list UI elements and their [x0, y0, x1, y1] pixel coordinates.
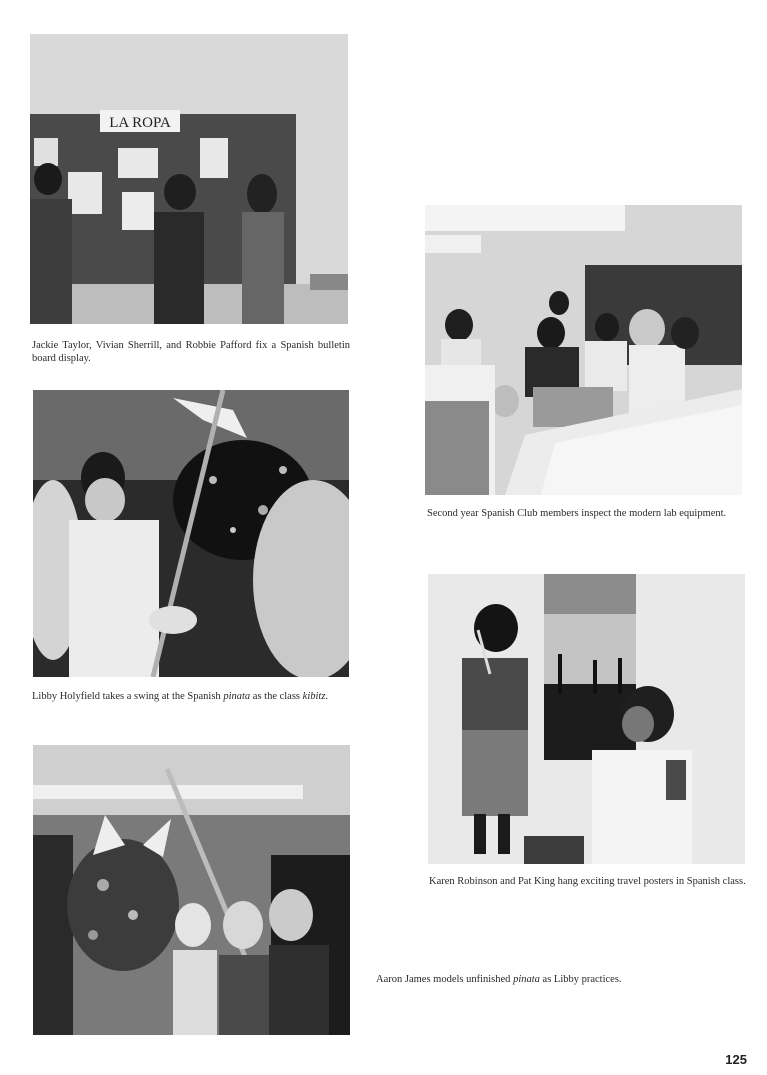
caption-bulletin-board: Jackie Taylor, Vivian Sherrill, and Robbie Pafford fix a Spanish bulletin board display.: [32, 340, 350, 364]
caption-italic: kibitz: [302, 691, 326, 702]
caption-text: as Libby practices.: [539, 974, 622, 985]
photo-travel-posters: [428, 574, 745, 864]
caption-italic: pinata: [223, 691, 251, 702]
caption-travel-posters: Karen Robinson and Pat King hang exciting travel posters in Spanish class.: [429, 876, 746, 887]
page-number: 125: [725, 1052, 747, 1067]
caption-italic: pinata: [513, 974, 540, 985]
sign-text: LA ROPA: [109, 115, 171, 131]
photo-pinata-model: [33, 745, 350, 1035]
caption-pinata-swing: [32, 690, 350, 703]
caption-text: Libby Holyfield takes a swing at the Spanish: [32, 691, 224, 702]
caption-text: .: [325, 691, 329, 702]
caption-text: Aaron James models unfinished: [376, 974, 514, 985]
photo-pinata-swing: [33, 390, 349, 677]
caption-text: as the class: [250, 691, 303, 702]
photo-bulletin-board: [30, 34, 348, 324]
caption-pinata-model: [376, 973, 706, 986]
photo-language-lab: [425, 205, 742, 495]
caption-language-lab: Second year Spanish Club members inspect the modern lab equipment.: [427, 508, 727, 519]
